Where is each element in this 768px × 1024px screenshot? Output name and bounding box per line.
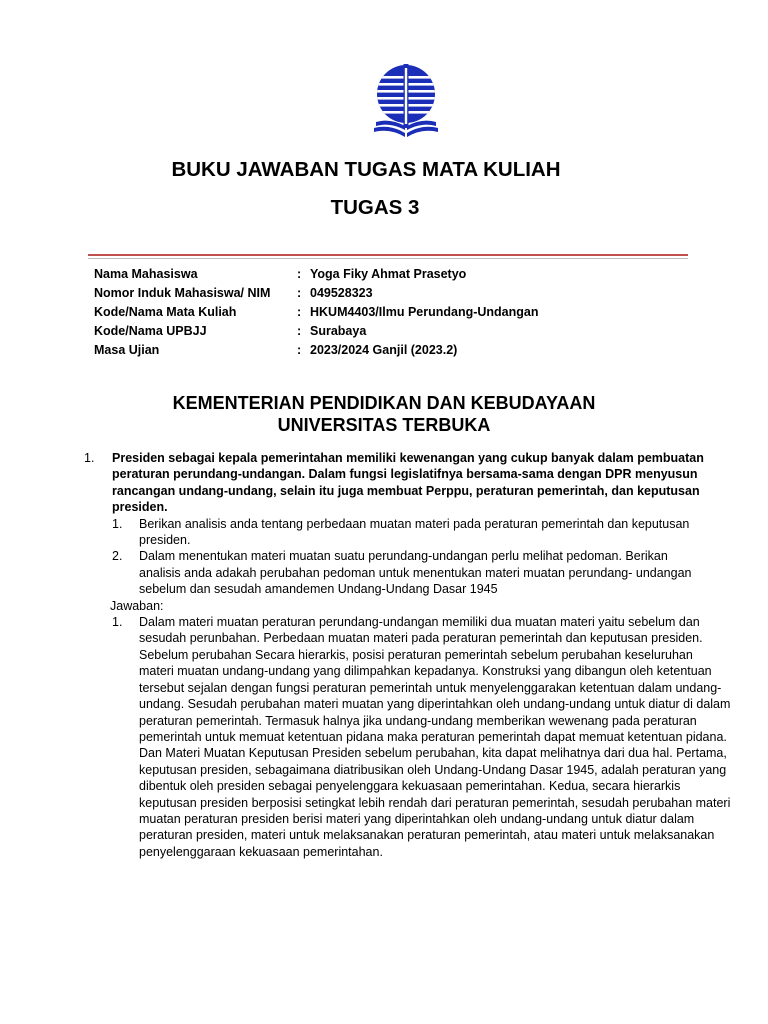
sub-question-text: Berikan analisis anda tentang perbedaan muatan materi pada peraturan pemerintah dan keputusan presiden. [139, 516, 690, 548]
university-name: UNIVERSITAS TERBUKA [277, 415, 491, 435]
info-separator: : [297, 286, 302, 300]
answer-text: Dalam materi muatan peraturan perundang-undangan memiliki dua muatan materi yaitu sebelum dan sesudah perunbahan. Perbedaan muatan materi pada peraturan pemerintah dan keputusan presiden. Sebelum perubahan Secara hierarkis, posisi peraturan pemerintah sebelum perubahan keseluruhan materi muatan undang-undang yang dilimpahkan kepadanya. Konstruksi yang dibangun oleh ketentuan tersebut sejalan dengan fungsi peraturan pemerintah untuk menyelenggarakan ketentuan dalam undang-undang. Sesudah perubahan materi muatan yang diperintahkan oleh undang-undang untuk diatur di dalam peraturan pemerintah. Termasuk halnya jika undang-undang memberikan wewenang pada peraturan pemerintah untuk memuat ketentuan pidana maka peraturan pemerintah dapat memuat ketentuan pidana. Dan Materi Muatan Keputusan Presiden sebelum perubahan, kita dapat melihatnya dari dua hal. Pertama, keputusan presiden, sebagaimana diatribusikan oleh Undang-Undang Dasar 1945, adalah peraturan yang dibentuk oleh presiden sebagai penyelenggara kekuasaan pemerintahan. Kedua, secara hierarkis keputusan presiden berposisi setingkat lebih rendah dari peraturan pemerintah, sesudah perubahan materi muatan peraturan presiden berisi materi yang diperintahkan oleh undang-undang untuk diatur dalam peraturan presiden, materi untuk melaksanakan peraturan pemerintah, atau materi untuk melaksanakan penyelenggaraan kekuasaan pemerintahan. [139, 615, 731, 859]
info-value: 2023/2024 Ganjil (2023.2) [310, 343, 458, 357]
sub-question [112, 516, 704, 549]
info-separator: : [297, 267, 302, 281]
answer-number: 1. [112, 615, 123, 630]
info-value: 049528323 [310, 286, 373, 300]
info-value: HKUM4403/Ilmu Perundang-Undangan [310, 305, 539, 319]
question-content [84, 450, 731, 860]
question-number: 1. [84, 451, 95, 465]
info-label: Masa Ujian [94, 343, 160, 357]
sub-question [112, 548, 704, 597]
answer-label: Jawaban: [110, 598, 164, 613]
sub-question-number: 2. [112, 549, 123, 564]
question-text: Presiden sebagai kepala pemerintahan memiliki kewenangan yang cukup banyak dalam pembuatan peraturan perundang-undangan. Dalam fungsi legislatifnya bersama-sama dengan DPR menyusun rancangan undang-undang, selain itu juga membuat Perppu, peraturan pemerintah, dan keputusan presiden. [112, 451, 704, 515]
info-label: Nomor Induk Mahasiswa/ NIM [94, 286, 271, 300]
sub-question-list [112, 516, 704, 598]
university-logo [370, 64, 442, 140]
info-separator: : [297, 324, 302, 338]
info-value: Yoga Fiky Ahmat Prasetyo [310, 267, 467, 281]
info-separator: : [297, 343, 302, 357]
divider-line-secondary [88, 258, 688, 259]
institution-heading [0, 392, 768, 436]
ministry-name: KEMENTERIAN PENDIDIKAN DAN KEBUDAYAAN [172, 393, 596, 413]
info-label: Nama Mahasiswa [94, 267, 198, 281]
sub-question-number: 1. [112, 516, 123, 531]
info-value: Surabaya [310, 324, 367, 338]
university-logo-icon [370, 64, 442, 140]
question-item [84, 450, 704, 516]
info-label: Kode/Nama UPBJJ [94, 324, 207, 338]
sub-question-text: Dalam menentukan materi muatan suatu perundang-undangan perlu melihat pedoman. Berikan analisis anda adakah perubahan pedoman untuk menentukan materi muatan perundang- undangan sebelum dan sesudah amandemen Undang-Undang Dasar 1945 [139, 549, 692, 597]
info-label: Kode/Nama Mata Kuliah [94, 305, 237, 319]
document-title: BUKU JAWABAN TUGAS MATA KULIAH [171, 158, 561, 181]
document-subtitle: TUGAS 3 [330, 196, 420, 219]
divider-line [88, 254, 688, 256]
info-separator: : [297, 305, 302, 319]
answer-item [112, 614, 731, 860]
